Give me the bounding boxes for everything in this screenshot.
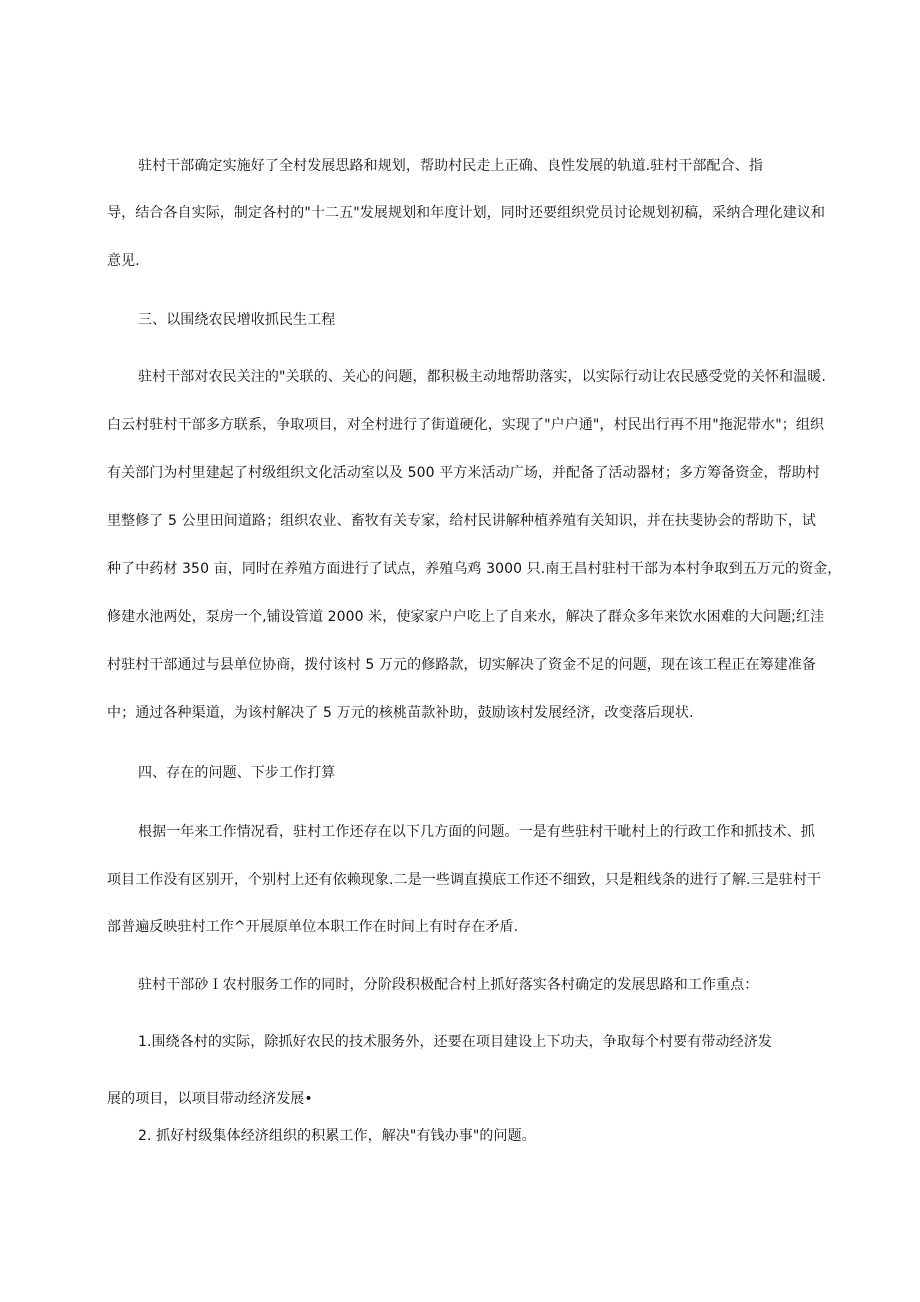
paragraph-4: 驻村干部砂Ｉ农村服务工作的同时，分阶段积极配合村上抓好落实各村确定的发展思路和工作重点：: [138, 977, 759, 993]
paragraph-3-line-2: 项目工作没有区别开，个别村上还有依赖现象.二是一些调直摸底工作还不细致，只是粗线条的进行了解.三是驻村干: [107, 872, 822, 888]
paragraph-2-line-4: 里整修了 5 公里田间道路；组织农业、畜牧有关专家，给村民讲解种植养殖有关知识，并在扶斐协会的帮助下，试: [107, 513, 817, 529]
paragraph-1-line-2: 导，结合各自实际，制定各村的"十二五"发展规划和年度计划，同时还要组织党员讨论规划初稿，采纳合理化建议和: [107, 205, 826, 221]
paragraph-2-line-2: 白云村驻村干部多方联系，争取项目，对全村进行了街道硬化，实现了"户户通"，村民出行再不用"拖泥带水"；组织: [107, 417, 825, 433]
paragraph-2-line-8: 中；通过各种渠道，为该村解决了 5 万元的核桃苗款补助，鼓励该村发展经济，改变落后现状.: [107, 705, 694, 721]
paragraph-2-line-7: 村驻村干部通过与县单位协商，拨付该村 5 万元的修路款，切实解决了资金不足的问题，现在该工程正在筹建准备: [107, 657, 817, 673]
list-item-1-line-1: 1.围绕各村的实际，除抓好农民的技术服务外，还要在项目建设上下功夫，争取每个村要有带动经济发: [138, 1034, 772, 1050]
paragraph-2-line-1: 驻村干部对农民关注的"关联的、关心的问题，都积极主动地帮助落实，以实际行动让农民感受党的关怀和温暖.: [138, 369, 826, 385]
paragraph-1-line-3: 意见.: [107, 253, 140, 269]
section-heading-3: 三、以围绕农民增收抓民生工程: [138, 312, 336, 328]
paragraph-3-line-3: 部普遍反映驻村工作^开展原单位本职工作在时间上有时存在矛盾.: [107, 919, 519, 935]
paragraph-2-line-3: 有关部门为村里建起了村级组织文化活动室以及 500 平方米活动广场，并配备了活动器材；多方筹备资金，帮助村: [107, 465, 820, 481]
paragraph-1-line-1: 驻村干部确定实施好了全村发展思路和规划，帮助村民走上正确、良性发展的轨道.驻村干部配合、指: [138, 158, 763, 174]
paragraph-2-line-6: 修建水池两处，泵房一个,铺设管道 2000 米，使家家户户吃上了自来水，解决了群众多年来饮水困难的大问题;红洼: [107, 609, 825, 625]
paragraph-3-line-1: 根据一年来工作情况看，驻村工作还存在以下几方面的问题。一是有些驻村干呲村上的行政工作和抓技术、抓: [138, 824, 815, 840]
list-item-2: 2. 抓好村级集体经济组织的积累工作，解决"有钱办事"的问题。: [138, 1128, 536, 1144]
section-heading-4: 四、存在的问题、下步工作打算: [138, 765, 336, 781]
list-item-1-line-2: 展的项目，以项目带动经济发展•: [107, 1091, 313, 1107]
paragraph-2-line-5: 种了中药材 350 亩，同时在养殖方面进行了试点，养殖乌鸡 3000 只.南王昌村驻村干部为本村争取到五万元的资金，: [107, 561, 842, 577]
